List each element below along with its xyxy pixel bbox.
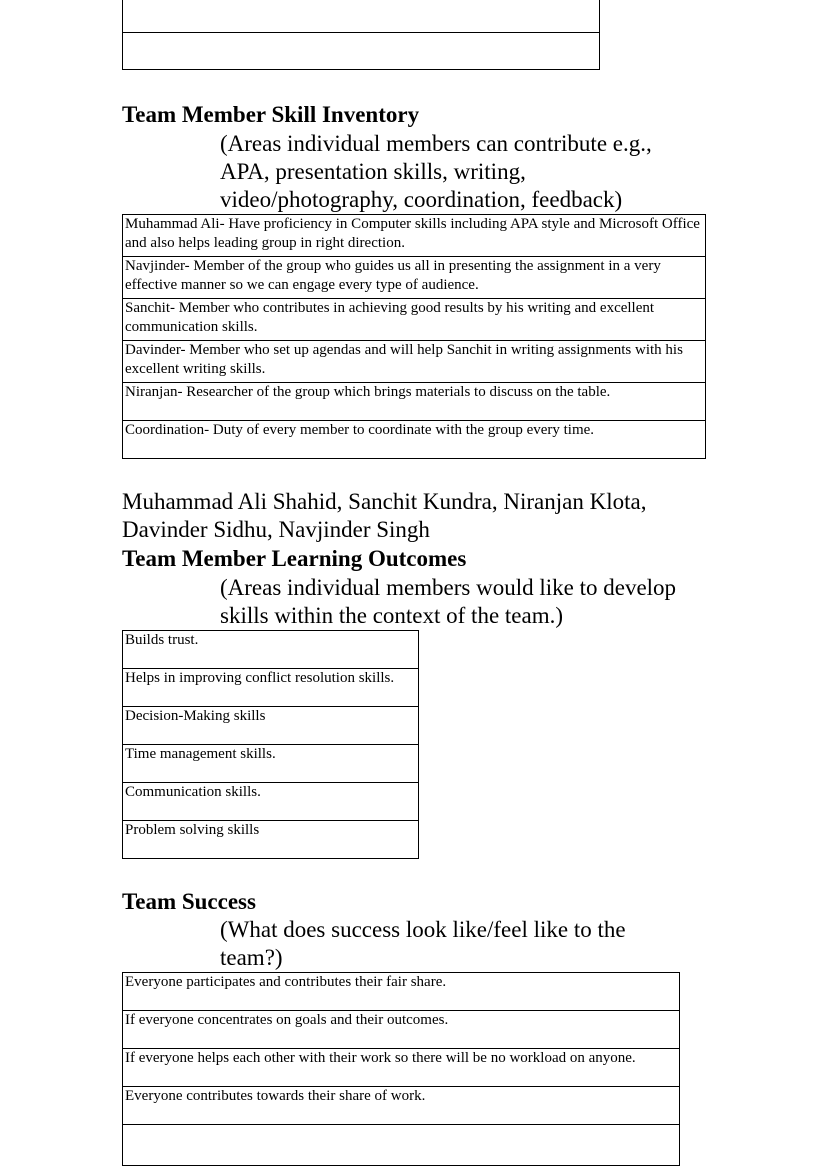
table-row bbox=[123, 341, 706, 383]
team-success-table bbox=[122, 972, 680, 1166]
table-cell: Niranjan- Researcher of the group which brings materials to discuss on the table. bbox=[123, 383, 706, 421]
table-cell: If everyone concentrates on goals and their outcomes. bbox=[123, 1011, 680, 1049]
table-cell bbox=[123, 1125, 680, 1166]
table-row bbox=[123, 383, 706, 421]
table-cell: Problem solving skills bbox=[123, 821, 419, 859]
table-row bbox=[123, 0, 600, 33]
table-row bbox=[123, 783, 419, 821]
table-row bbox=[123, 215, 706, 257]
team-members-line: Muhammad Ali Shahid, Sanchit Kundra, Niranjan Klota, Davinder Sidhu, Navjinder Singh bbox=[122, 489, 647, 542]
table-cell bbox=[123, 33, 600, 70]
table-cell: Time management skills. bbox=[123, 745, 419, 783]
skill-inventory-heading: Team Member Skill Inventory bbox=[122, 102, 420, 127]
skill-inventory-table bbox=[122, 214, 706, 459]
table-cell: Sanchit- Member who contributes in achieving good results by his writing and excellent communication skills. bbox=[123, 299, 706, 341]
learning-outcomes-table bbox=[122, 630, 419, 859]
table-cell: Coordination- Duty of every member to coordinate with the group every time. bbox=[123, 421, 706, 459]
table-cell: Helps in improving conflict resolution skills. bbox=[123, 669, 419, 707]
table-row bbox=[123, 421, 706, 459]
team-success-subheading: (What does success look like/feel like to the team?) bbox=[220, 917, 626, 970]
table-row bbox=[123, 707, 419, 745]
table-cell: If everyone helps each other with their work so there will be no workload on anyone. bbox=[123, 1049, 680, 1087]
table-cell: Communication skills. bbox=[123, 783, 419, 821]
learning-outcomes-heading: Team Member Learning Outcomes bbox=[122, 546, 467, 571]
table-cell: Muhammad Ali- Have proficiency in Computer skills including APA style and Microsoft Office and also helps leading group in right direction. bbox=[123, 215, 706, 257]
table-row bbox=[123, 821, 419, 859]
table-cell: Everyone participates and contributes their fair share. bbox=[123, 973, 680, 1011]
learning-outcomes-subheading: (Areas individual members would like to develop skills within the context of the team.) bbox=[220, 575, 677, 628]
table-cell: Decision-Making skills bbox=[123, 707, 419, 745]
table-row bbox=[123, 1049, 680, 1087]
table-row bbox=[123, 745, 419, 783]
table-row bbox=[123, 299, 706, 341]
table-row bbox=[123, 257, 706, 299]
table-row bbox=[123, 1011, 680, 1049]
table-row bbox=[123, 669, 419, 707]
table-cell: Everyone contributes towards their share of work. bbox=[123, 1087, 680, 1125]
skill-inventory-subheading: (Areas individual members can contribute e.g., APA, presentation skills, writing, video/photography, coordination, feedback) bbox=[220, 131, 652, 212]
table-cell: Builds trust. bbox=[123, 631, 419, 669]
team-success-heading: Team Success bbox=[122, 889, 256, 914]
table-cell: Navjinder- Member of the group who guides us all in presenting the assignment in a very effective manner so we can engage every type of audience. bbox=[123, 257, 706, 299]
table-cell bbox=[123, 0, 600, 33]
table-row bbox=[123, 1125, 680, 1166]
table-cell: Davinder- Member who set up agendas and will help Sanchit in writing assignments with his excellent writing skills. bbox=[123, 341, 706, 383]
table-row bbox=[123, 973, 680, 1011]
previous-table bbox=[122, 0, 600, 70]
table-row bbox=[123, 33, 600, 70]
table-row bbox=[123, 1087, 680, 1125]
table-row bbox=[123, 631, 419, 669]
